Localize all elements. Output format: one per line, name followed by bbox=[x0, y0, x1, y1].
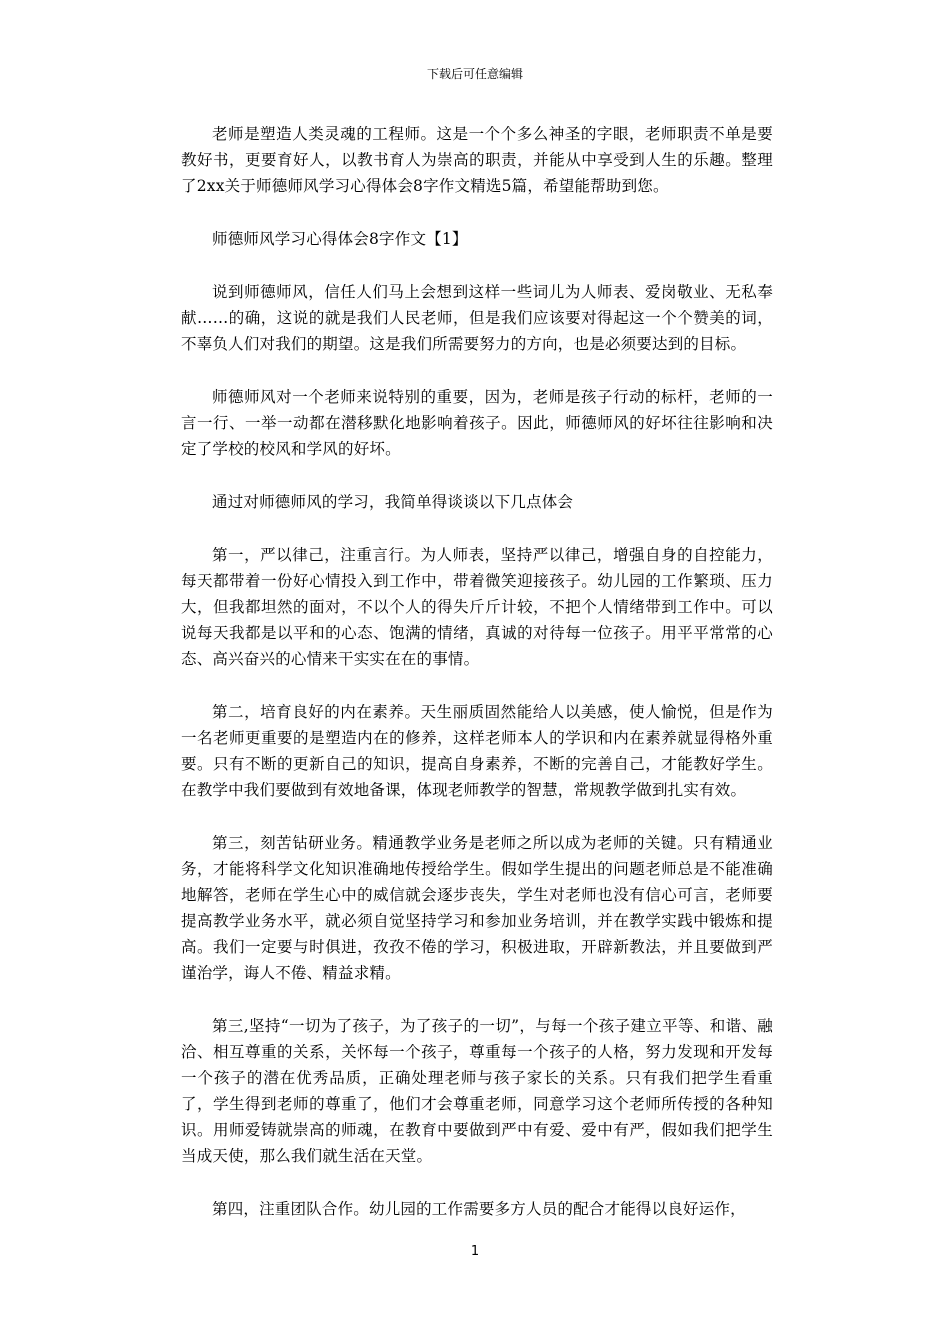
paragraph: 通过对师德师风的学习，我简单得谈谈以下几点体会 bbox=[212, 493, 574, 511]
paragraph-intro: 老师是塑造人类灵魂的工程师。这是一个个多么神圣的字眼，老师职责不单是要教好书，更要育好人，以教书育人为崇高的职责，并能从中享受到人生的乐趣。整理了2xx关于师德师风学习心得体会8字作文精选5篇，希望能帮助到您。 bbox=[181, 125, 773, 195]
paragraph: 第二，培育良好的内在素养。天生丽质固然能给人以美感，使人愉悦，但是作为一名老师更重要的是塑造内在的修养，这样老师本人的学识和内在素养就显得格外重要。只有不断的更新自己的知识，提高自身素养，不断的完善自己，才能教好学生。在教学中我们要做到有效地备课，体现老师教学的智慧，常规教学做到扎实有效。 bbox=[181, 703, 773, 799]
page-number: 1 bbox=[470, 1244, 480, 1259]
paragraph: 第三，刻苦钻研业务。精通教学业务是老师之所以成为老师的关键。只有精通业务，才能将科学文化知识准确地传授给学生。假如学生提出的问题老师总是不能准确地解答，老师在学生心中的威信就会逐步丧失，学生对老师也没有信心可言，老师要提高教学业务水平，就必须自觉坚持学习和参加业务培训，并在教学实践中锻炼和提高。我们一定要与时俱进，孜孜不倦的学习，积极进取，开辟新教法，并且要做到严谨治学，诲人不倦、精益求精。 bbox=[181, 834, 773, 982]
section-heading: 师德师风学习心得体会8字作文【1】 bbox=[212, 230, 468, 248]
document-body bbox=[181, 121, 773, 1249]
paragraph: 第四，注重团队合作。幼儿园的工作需要多方人员的配合才能得以良好运作， bbox=[212, 1200, 746, 1218]
paragraph: 第一，严以律己，注重言行。为人师表，坚持严以律己，增强自身的自控能力，每天都带着一份好心情投入到工作中，带着微笑迎接孩子。幼儿园的工作繁琐、压力大，但我都坦然的面对，不以个人的得失斤斤计较，不把个人情绪带到工作中。可以说每天我都是以平和的心态、饱满的情绪，真诚的对待每一位孩子。用平平常常的心态、高兴奋兴的心情来干实实在在的事情。 bbox=[181, 546, 773, 668]
paragraph: 说到师德师风，信任人们马上会想到这样一些词儿为人师表、爱岗敬业、无私奉献……的确，这说的就是我们人民老师，但是我们应该要对得起这一个个赞美的词，不辜负人们对我们的期望。这是我们所需要努力的方向，也是必须要达到的目标。 bbox=[181, 283, 773, 353]
page-header: 下载后可任意编辑 bbox=[426, 67, 523, 81]
paragraph: 师德师风对一个老师来说特别的重要，因为，老师是孩子行动的标杆，老师的一言一行、一举一动都在潜移默化地影响着孩子。因此，师德师风的好坏往往影响和决定了学校的校风和学风的好坏。 bbox=[181, 388, 773, 458]
paragraph: 第三,坚持“一切为了孩子，为了孩子的一切”，与每一个孩子建立平等、和谐、融洽、相互尊重的关系，关怀每一个孩子，尊重每一个孩子的人格，努力发现和开发每一个孩子的潜在优秀品质，正确处理老师与孩子家长的关系。只有我们把学生看重了，学生得到老师的尊重了，他们才会尊重老师，同意学习这个老师所传授的各种知识。用师爱铸就崇高的师魂，在教育中要做到严中有爱、爱中有严，假如我们把学生当成天使，那么我们就生活在天堂。 bbox=[181, 1017, 773, 1165]
